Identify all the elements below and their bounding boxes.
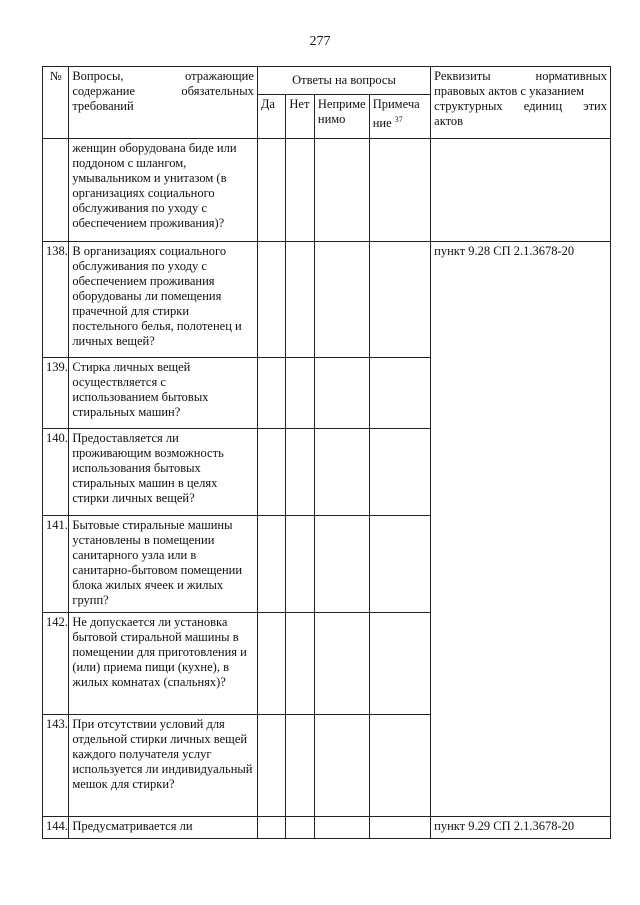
row-number: 142.: [43, 613, 69, 715]
header-req-word: этих: [583, 99, 607, 113]
answer-yes-cell[interactable]: [257, 429, 286, 516]
answer-no-cell[interactable]: [286, 358, 315, 429]
row-number: 143.: [43, 715, 69, 817]
answer-na-cell[interactable]: [314, 516, 369, 613]
header-questions: [69, 67, 258, 139]
row-question: При отсутствии условий для отдельной стирки личных вещей каждого получателя услуг используется ли индивидуальный мешок для стирки?: [69, 715, 258, 817]
answer-yes-cell[interactable]: [257, 139, 286, 242]
row-number: 139.: [43, 358, 69, 429]
row-requisites: [431, 139, 611, 242]
answer-yes-cell[interactable]: [257, 613, 286, 715]
answer-no-cell[interactable]: [286, 139, 315, 242]
header-note-part: ние: [372, 116, 392, 131]
row-question: женщин оборудована биде или поддоном с шлангом, умывальником и унитазом (в организациях социального обслуживания по уходу с обеспечением проживания)?: [69, 139, 258, 242]
header-num: №: [43, 67, 69, 139]
header-req-line: правовых актов с указанием: [434, 84, 585, 98]
table-row: [43, 139, 611, 242]
table-row: [43, 242, 611, 358]
header-row-1: [43, 67, 611, 95]
answer-note-cell[interactable]: [369, 429, 430, 516]
page-number: 277: [309, 34, 331, 49]
header-na-part: нимо: [317, 112, 346, 126]
footnote-ref: 37: [394, 115, 403, 124]
row-question: Бытовые стиральные машины установлены в помещении санитарного узла или в санитарно-бытовом помещении блока жилых ячеек и жилых групп?: [69, 516, 258, 613]
header-note: [369, 95, 430, 139]
answer-no-cell[interactable]: [286, 817, 315, 839]
answer-note-cell[interactable]: [369, 242, 430, 358]
row-question: Стирка личных вещей осуществляется с использованием бытовых стиральных машин?: [69, 358, 258, 429]
answer-yes-cell[interactable]: [257, 358, 286, 429]
header-req-word: единиц: [523, 99, 563, 113]
header-questions-word: требований: [72, 99, 134, 113]
row-question: Предоставляется ли проживающим возможность использования бытовых стиральных машин в целях стирки личных вещей?: [69, 429, 258, 516]
row-number: 144.: [43, 817, 69, 839]
row-requisites: пункт 9.28 СП 2.1.3678-20: [431, 242, 611, 817]
row-question: В организациях социального обслуживания по уходу с обеспечением проживания оборудованы ли помещения прачечной для стирки постельного белья, полотенец и личных вещей?: [69, 242, 258, 358]
header-na-part: Неприме: [317, 97, 366, 111]
answer-note-cell[interactable]: [369, 139, 430, 242]
header-req-line: актов: [434, 114, 464, 128]
answer-yes-cell[interactable]: [257, 817, 286, 839]
row-question: Не допускается ли установка бытовой стиральной машины в помещении для приготовления и (или) приема пищи (кухне), в жилых комнатах (спальнях)?: [69, 613, 258, 715]
header-questions-word: обязательных: [181, 84, 254, 98]
answer-na-cell[interactable]: [314, 139, 369, 242]
header-questions-word: отражающие: [185, 69, 254, 83]
header-req-word: нормативных: [535, 69, 607, 83]
header-yes: Да: [257, 95, 286, 139]
row-number: 140.: [43, 429, 69, 516]
row-number: 138.: [43, 242, 69, 358]
answer-no-cell[interactable]: [286, 715, 315, 817]
header-note-part: Примеча: [372, 97, 420, 111]
checklist-table: [42, 66, 611, 839]
answer-na-cell[interactable]: [314, 242, 369, 358]
answer-note-cell[interactable]: [369, 516, 430, 613]
row-question: Предусматривается ли: [69, 817, 258, 839]
header-answers: Ответы на вопросы: [257, 67, 430, 95]
header-no: Нет: [286, 95, 315, 139]
answer-no-cell[interactable]: [286, 613, 315, 715]
row-requisites: пункт 9.29 СП 2.1.3678-20: [431, 817, 611, 839]
answer-note-cell[interactable]: [369, 715, 430, 817]
answer-yes-cell[interactable]: [257, 242, 286, 358]
header-req-word: структурных: [434, 99, 503, 113]
table-row: [43, 817, 611, 839]
row-number: 141.: [43, 516, 69, 613]
answer-na-cell[interactable]: [314, 613, 369, 715]
header-req-word: Реквизиты: [434, 69, 491, 83]
answer-note-cell[interactable]: [369, 613, 430, 715]
answer-na-cell[interactable]: [314, 429, 369, 516]
header-requisites: [431, 67, 611, 139]
answer-note-cell[interactable]: [369, 817, 430, 839]
header-questions-word: содержание: [72, 84, 136, 98]
answer-yes-cell[interactable]: [257, 715, 286, 817]
answer-na-cell[interactable]: [314, 817, 369, 839]
answer-no-cell[interactable]: [286, 429, 315, 516]
answer-no-cell[interactable]: [286, 516, 315, 613]
row-number: [43, 139, 69, 242]
answer-no-cell[interactable]: [286, 242, 315, 358]
answer-yes-cell[interactable]: [257, 516, 286, 613]
header-questions-word: Вопросы,: [72, 69, 124, 83]
answer-note-cell[interactable]: [369, 358, 430, 429]
answer-na-cell[interactable]: [314, 358, 369, 429]
answer-na-cell[interactable]: [314, 715, 369, 817]
header-na: [314, 95, 369, 139]
